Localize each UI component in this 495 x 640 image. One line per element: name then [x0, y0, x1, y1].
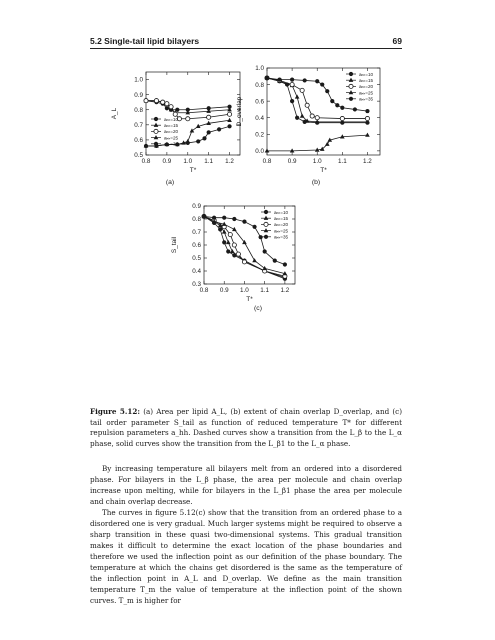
legend-marker: [264, 235, 268, 239]
data-point: [300, 88, 304, 92]
y-tick-label: 0.8: [134, 106, 143, 114]
x-tick-label: 0.9: [162, 158, 172, 165]
data-point: [365, 109, 369, 113]
panel-label: (a): [165, 179, 175, 186]
legend-marker: [349, 78, 354, 82]
y-tick-label: 0.3: [192, 281, 201, 289]
legend-label: aₕₕ=20: [274, 222, 289, 228]
data-point: [207, 115, 211, 119]
x-tick-label: 1.0: [312, 158, 322, 165]
data-point: [161, 100, 165, 104]
legend-marker: [154, 142, 158, 146]
legend-label: aₕₕ=10: [359, 71, 374, 77]
legend-marker: [154, 117, 158, 121]
data-point: [277, 78, 281, 82]
data-point: [252, 225, 256, 229]
legend-marker: [349, 97, 353, 101]
x-tick-label: 1.1: [337, 158, 347, 165]
page-number: 69: [392, 36, 402, 46]
data-point: [190, 128, 195, 132]
x-tick-label: 1.2: [280, 287, 290, 294]
series-line: [204, 216, 285, 278]
legend-label: aₕₕ=15: [164, 123, 179, 128]
data-point: [165, 106, 169, 110]
x-tick-label: 0.8: [199, 287, 209, 294]
legend-label: aₕₕ=35: [164, 141, 179, 147]
y-tick-label: 0.4: [192, 268, 201, 276]
y-tick-label: 0.6: [192, 242, 201, 250]
legend-label: aₕₕ=35: [274, 234, 289, 240]
legend-marker: [154, 123, 159, 127]
y-tick-label: 0.6: [134, 137, 143, 145]
legend-label: aₕₕ=25: [274, 228, 289, 234]
y-tick-label: 0.0: [255, 148, 264, 156]
x-tick-label: 0.8: [262, 158, 272, 165]
legend-marker: [264, 210, 268, 214]
body-paragraph-2: The curves in figure 5.12(c) show that the transition from an ordered phase to a disordered one is very gradual. Much larger systems might be required to observe a sharp transition in these quasi two-dimensional systems. This gradual transition makes it difficult to determine the exact location of the phase boundaries and therefore we used the inflection point as our definition of the phase boundary. The temperature at which the chains get disordered is the same as the temperature of the inflection point in A_L and D_overlap. We define as the main transition temperature T_m the value of temperature at the inflection point of the shown curves. T_m is higher for: [90, 508, 402, 605]
data-point: [222, 216, 226, 220]
x-tick-label: 0.9: [219, 287, 229, 294]
legend-label: aₕₕ=35: [359, 96, 374, 102]
data-point: [259, 235, 263, 239]
data-point: [290, 82, 294, 86]
legend-marker: [349, 90, 354, 94]
y-tick-label: 0.7: [134, 122, 143, 130]
data-point: [212, 216, 216, 220]
section-title: 5.2 Single-tail lipid bilayers: [90, 36, 200, 46]
y-tick-label: 1.0: [134, 76, 143, 84]
caption-label: Figure 5.12:: [90, 407, 141, 416]
data-point: [315, 79, 319, 83]
x-tick-label: 1.2: [363, 158, 372, 165]
data-point: [262, 266, 267, 270]
legend-marker: [264, 222, 268, 226]
body-paragraph-1: By increasing temperature all bilayers melt from an ordered into a disordered phase. For bilayers in the L_β phase, the area per molecule and chain overlap increase upon melting, while for bilayers in the L_β1 phase the area per molecule and chain overlap decrease.: [90, 464, 402, 506]
data-point: [340, 116, 344, 120]
figure-caption: [90, 407, 402, 449]
data-point: [169, 105, 173, 109]
x-tick-label: 1.1: [260, 287, 270, 294]
y-axis-label: A_L: [111, 107, 118, 120]
x-tick-label: 0.9: [287, 158, 297, 165]
data-point: [330, 99, 334, 103]
data-point: [228, 233, 232, 237]
legend-marker: [264, 216, 269, 220]
legend: [261, 210, 271, 239]
data-point: [226, 249, 230, 253]
data-point: [154, 99, 158, 103]
data-point: [202, 214, 206, 218]
y-tick-label: 1.0: [255, 65, 264, 73]
data-point: [283, 262, 287, 266]
y-tick-label: 0.9: [134, 91, 143, 99]
legend-label: aₕₕ=10: [164, 116, 179, 122]
data-point: [320, 82, 324, 86]
y-tick-label: 0.5: [134, 152, 143, 160]
data-point: [232, 243, 236, 247]
data-point: [325, 89, 329, 93]
data-point: [230, 249, 235, 253]
legend: [151, 117, 161, 146]
data-point: [303, 78, 307, 82]
data-point: [175, 108, 179, 112]
x-tick-label: 1.0: [183, 158, 193, 165]
data-point: [222, 240, 226, 244]
y-tick-label: 0.9: [192, 203, 201, 211]
data-point: [242, 260, 246, 264]
data-point: [325, 142, 330, 146]
data-point: [273, 259, 277, 263]
y-tick-label: 0.5: [192, 255, 201, 263]
data-point: [236, 252, 240, 256]
legend-label: aₕₕ=15: [274, 216, 289, 221]
data-point: [227, 118, 232, 122]
data-point: [290, 78, 294, 82]
data-point: [305, 103, 309, 107]
legend-marker: [349, 84, 353, 88]
y-axis-label: D_overlap: [236, 96, 243, 127]
x-axis-label: T*: [320, 167, 327, 174]
legend-label: aₕₕ=15: [359, 78, 374, 83]
y-tick-label: 0.7: [192, 229, 201, 237]
x-tick-label: 1.0: [240, 287, 249, 294]
panel-label: (c): [254, 305, 262, 312]
y-tick-label: 0.6: [255, 98, 264, 106]
y-tick-label: 0.4: [255, 114, 264, 122]
legend-label: aₕₕ=20: [359, 84, 374, 90]
y-tick-label: 0.2: [255, 131, 264, 139]
legend-label: aₕₕ=25: [359, 90, 374, 96]
data-point: [144, 144, 148, 148]
data-point: [165, 102, 169, 106]
x-tick-label: 1.1: [204, 158, 214, 165]
data-point: [232, 217, 236, 221]
data-point: [265, 148, 270, 152]
chart-panel-1: [144, 72, 240, 155]
data-point: [252, 258, 257, 262]
data-point: [290, 99, 294, 103]
data-point: [242, 220, 246, 224]
data-point: [196, 139, 200, 143]
x-axis-label: T*: [189, 167, 197, 174]
data-point: [227, 124, 231, 128]
legend-label: aₕₕ=25: [164, 135, 179, 141]
data-point: [202, 136, 206, 140]
legend-marker: [264, 228, 269, 232]
data-point: [365, 133, 370, 137]
data-point: [186, 141, 190, 145]
legend-marker: [154, 135, 159, 139]
data-point: [226, 240, 231, 244]
data-point: [300, 114, 305, 118]
y-axis-label: S_tail: [171, 236, 178, 254]
data-point: [265, 76, 269, 80]
data-point: [295, 94, 300, 98]
data-point: [186, 117, 190, 121]
data-point: [295, 116, 299, 120]
legend-marker: [349, 72, 353, 76]
data-point: [310, 114, 314, 118]
data-point: [217, 127, 221, 131]
legend-label: aₕₕ=20: [164, 129, 179, 135]
data-point: [365, 116, 369, 120]
legend-label: aₕₕ=10: [274, 209, 289, 215]
y-tick-label: 0.8: [192, 216, 201, 224]
y-tick-label: 0.8: [255, 81, 264, 89]
x-axis-label: T*: [246, 296, 253, 303]
data-point: [335, 103, 339, 107]
data-point: [207, 130, 211, 134]
data-point: [173, 112, 177, 116]
x-tick-label: 1.2: [225, 158, 234, 165]
data-point: [315, 116, 319, 120]
caption-text: (a) Area per lipid A_L, (b) extent of chain overlap D_overlap, and (c) tail order parameter S_tail as function of reduced temperature T* for different repulsion parameters a_hh. Dashed curves show a transition from the L_β to the L_α phase, solid curves show the transition from the L_β1 to the L_α phase.: [90, 407, 402, 448]
data-point: [353, 107, 357, 111]
data-point: [263, 249, 267, 253]
legend: [346, 72, 356, 101]
data-point: [340, 106, 344, 110]
data-point: [227, 112, 231, 116]
x-tick-label: 0.8: [141, 158, 151, 165]
panel-label: (b): [311, 179, 321, 186]
legend-marker: [154, 129, 158, 133]
data-point: [144, 99, 148, 103]
